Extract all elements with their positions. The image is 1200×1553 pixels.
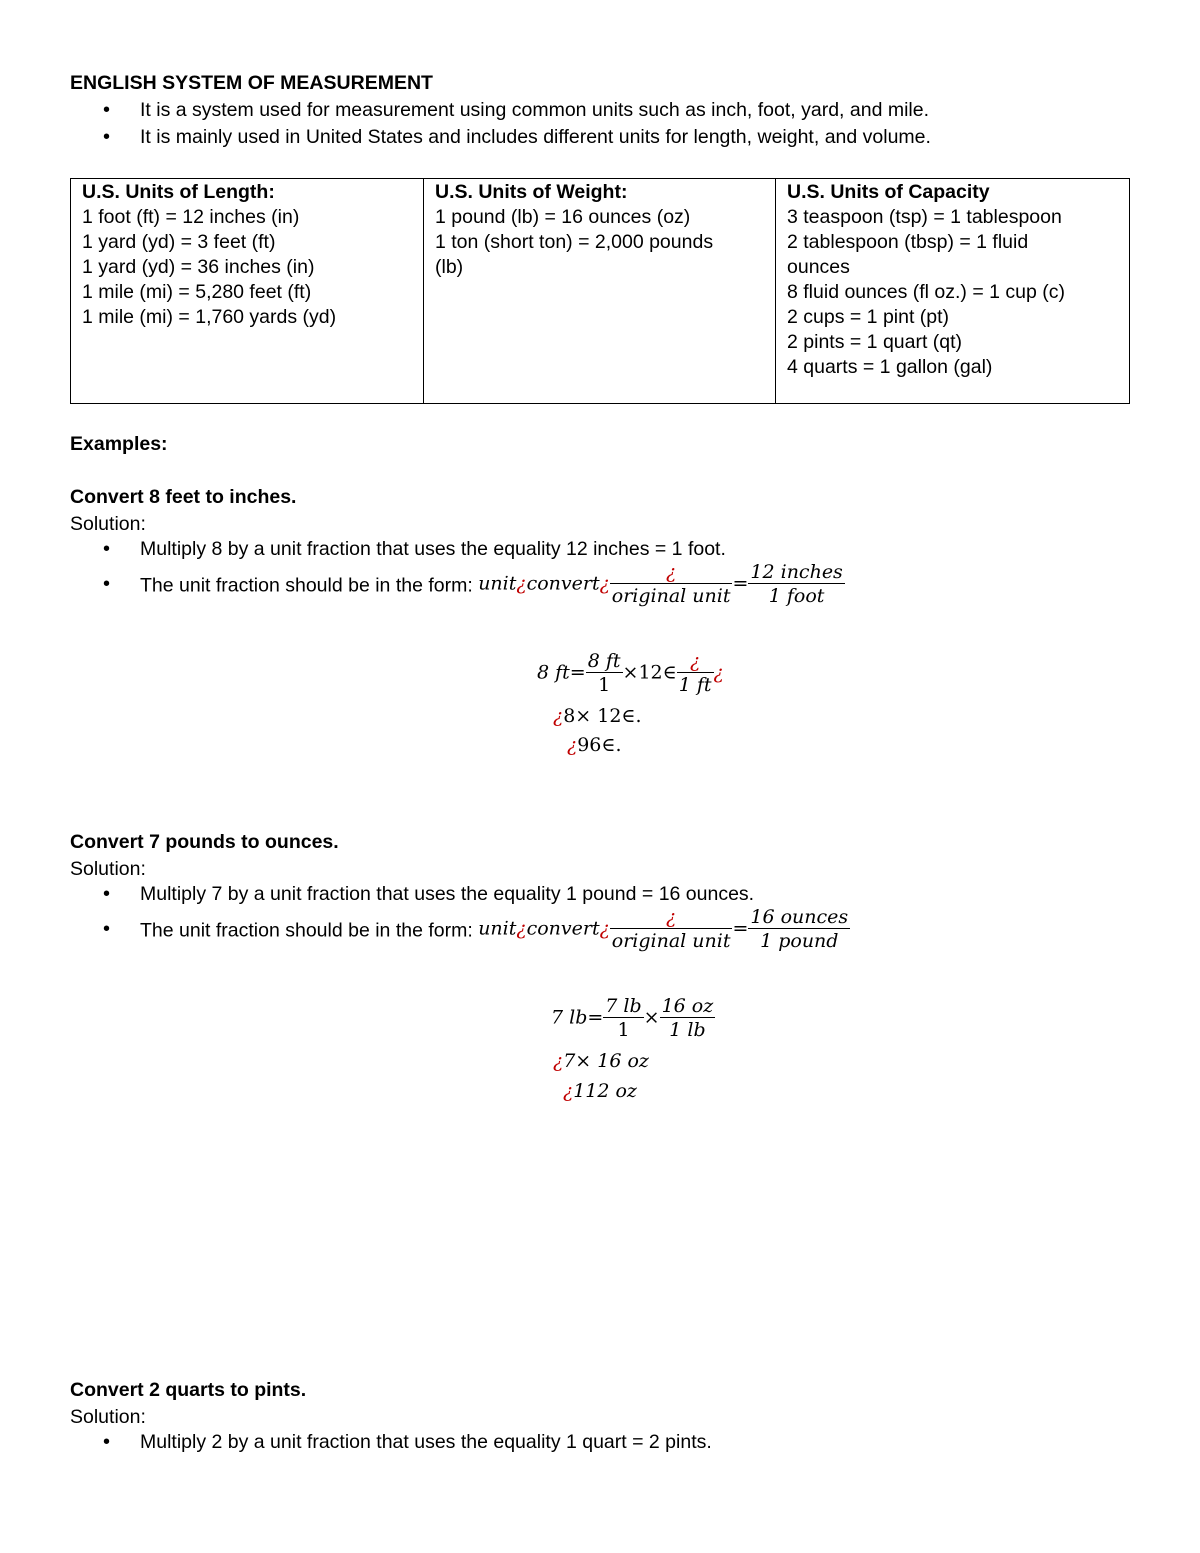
document-title: ENGLISH SYSTEM OF MEASUREMENT (70, 72, 433, 94)
length-unit-line: 1 yard (yd) = 36 inches (in) (82, 256, 315, 278)
weight-unit-line: (lb) (435, 256, 464, 278)
example-1-bullets (70, 536, 845, 605)
eq-fraction-1 (603, 995, 643, 1042)
weight-units-cell (424, 179, 776, 404)
form-lhs: unit (478, 917, 517, 940)
example-2-bullets (70, 881, 850, 950)
form-fraction-num: ¿ (610, 561, 733, 584)
broken-glyph: ¿ (599, 917, 610, 940)
capacity-unit-line: ounces (787, 256, 850, 278)
weight-units-heading: U.S. Units of Weight: (435, 181, 628, 203)
example-2-step-2 (553, 1050, 649, 1072)
length-unit-line: 1 mile (mi) = 1,760 yards (yd) (82, 306, 337, 328)
eq-factor: 12 (638, 661, 663, 684)
rhs-fraction-den: 1 pound (760, 930, 839, 952)
form-fraction-den: original unit (611, 585, 731, 607)
example-2-bullet: • Multiply 7 by a unit fraction that uses the equality 1 pound = 16 ounces. (70, 881, 850, 908)
eq-fraction-2-den: 1 lb (669, 1019, 706, 1041)
form-lhs: unit (478, 572, 517, 595)
example-3-bullet: • Multiply 2 by a unit fraction that uses the equality 1 quart = 2 pints. (70, 1429, 712, 1456)
form-lhs2: convert (526, 917, 600, 940)
example-1-solution-label: Solution: (70, 513, 146, 535)
eq-fraction-1 (586, 650, 623, 697)
eq-fraction-1-den: 1 (598, 674, 611, 696)
capacity-units-heading: U.S. Units of Capacity (787, 181, 990, 203)
capacity-unit-line: 3 teaspoon (tsp) = 1 tablespoon (787, 206, 1062, 228)
rhs-fraction-num: 16 ounces (750, 906, 849, 928)
broken-glyph: ¿ (567, 734, 578, 756)
form-fraction-num: ¿ (610, 906, 733, 929)
element-glyph: ∈ (662, 661, 677, 684)
length-units-heading: U.S. Units of Length: (82, 181, 275, 203)
step-expression: 8× 12 (563, 705, 622, 727)
eq-lhs: 7 lb (551, 1006, 588, 1029)
step-expression: 96 (577, 734, 602, 756)
eq-fraction-1-num: 8 ft (587, 650, 621, 672)
weight-unit-line: 1 ton (short ton) = 2,000 pounds (435, 231, 714, 253)
eq-fraction-1-num: 7 lb (605, 995, 642, 1017)
example-3-heading: Convert 2 quarts to pints. (70, 1379, 307, 1401)
eq-lhs: 8 ft (537, 661, 570, 684)
example-3-solution-label: Solution: (70, 1406, 146, 1428)
equals-sign: = (587, 1006, 604, 1029)
equals-sign: = (569, 661, 586, 684)
eq-fraction-2-num: ¿ (677, 650, 714, 673)
equals-sign: = (732, 917, 749, 940)
capacity-unit-line: 2 cups = 1 pint (pt) (787, 306, 950, 328)
capacity-units-cell (776, 179, 1130, 404)
form-prefix: The unit fraction should be in the form: (140, 919, 479, 942)
length-unit-line: 1 foot (ft) = 12 inches (in) (82, 206, 300, 228)
eq-fraction-2-den: 1 ft (678, 674, 712, 696)
length-unit-line: 1 mile (mi) = 5,280 feet (ft) (82, 281, 312, 303)
capacity-unit-line: 2 tablespoon (tbsp) = 1 fluid (787, 231, 1029, 253)
broken-glyph: ¿ (516, 572, 527, 595)
equals-sign: = (732, 572, 749, 595)
capacity-unit-line: 8 fluid ounces (fl oz.) = 1 cup (c) (787, 281, 1065, 303)
form-prefix: The unit fraction should be in the form: (140, 574, 479, 597)
times-sign: × (622, 661, 639, 684)
eq-fraction-2 (660, 995, 716, 1042)
broken-glyph: ¿ (553, 705, 564, 727)
unit-fraction-form (478, 561, 845, 608)
rhs-fraction-num: 12 inches (750, 561, 843, 583)
step-expression: 7× 16 oz (563, 1050, 649, 1072)
example-2-form-bullet (70, 908, 850, 950)
capacity-unit-line: 2 pints = 1 quart (qt) (787, 331, 963, 353)
times-sign: × (643, 1006, 660, 1029)
example-1-equation (537, 650, 724, 697)
example-1-form-bullet (70, 563, 845, 605)
example-1-bullet: • Multiply 8 by a unit fraction that uses the equality 12 inches = 1 foot. (70, 536, 845, 563)
element-glyph: ∈ (621, 705, 636, 727)
broken-glyph: ¿ (516, 917, 527, 940)
dot: . (615, 734, 622, 756)
unit-fraction-form (478, 906, 850, 953)
example-2-equation (551, 995, 715, 1042)
example-2-solution-label: Solution: (70, 858, 146, 880)
eq-fraction-2-num: 16 oz (661, 995, 714, 1017)
form-fraction (610, 906, 733, 953)
example-2-heading: Convert 7 pounds to ounces. (70, 831, 339, 853)
form-fraction (610, 561, 733, 608)
broken-glyph: ¿ (713, 661, 724, 684)
intro-bullet: • It is a system used for measurement using common units such as inch, foot, yard, and mile. (70, 97, 931, 124)
capacity-unit-line: 4 quarts = 1 gallon (gal) (787, 356, 993, 378)
broken-glyph: ¿ (563, 1080, 574, 1102)
length-units-cell (71, 179, 424, 404)
example-1-step-2 (553, 705, 642, 727)
units-table (70, 178, 1130, 404)
length-unit-line: 1 yard (yd) = 3 feet (ft) (82, 231, 276, 253)
dot: . (635, 705, 642, 727)
rhs-fraction-den: 1 foot (768, 585, 825, 607)
intro-bullet: • It is mainly used in United States and includes different units for length, weight, and volume. (70, 124, 931, 151)
form-lhs2: convert (526, 572, 600, 595)
example-1-heading: Convert 8 feet to inches. (70, 486, 297, 508)
form-fraction-den: original unit (611, 930, 731, 952)
example-3-bullets (70, 1429, 712, 1456)
example-2-step-3 (563, 1080, 637, 1102)
examples-label: Examples: (70, 433, 168, 455)
eq-fraction-1-den: 1 (617, 1019, 630, 1041)
rhs-fraction (748, 906, 850, 953)
broken-glyph: ¿ (553, 1050, 564, 1072)
step-expression: 112 oz (573, 1080, 637, 1102)
weight-unit-line: 1 pound (lb) = 16 ounces (oz) (435, 206, 691, 228)
intro-bullet-list (70, 97, 931, 151)
broken-glyph: ¿ (599, 572, 610, 595)
rhs-fraction (748, 561, 844, 608)
eq-fraction-2 (677, 650, 714, 697)
element-glyph: ∈ (601, 734, 616, 756)
example-1-step-3 (567, 734, 622, 756)
